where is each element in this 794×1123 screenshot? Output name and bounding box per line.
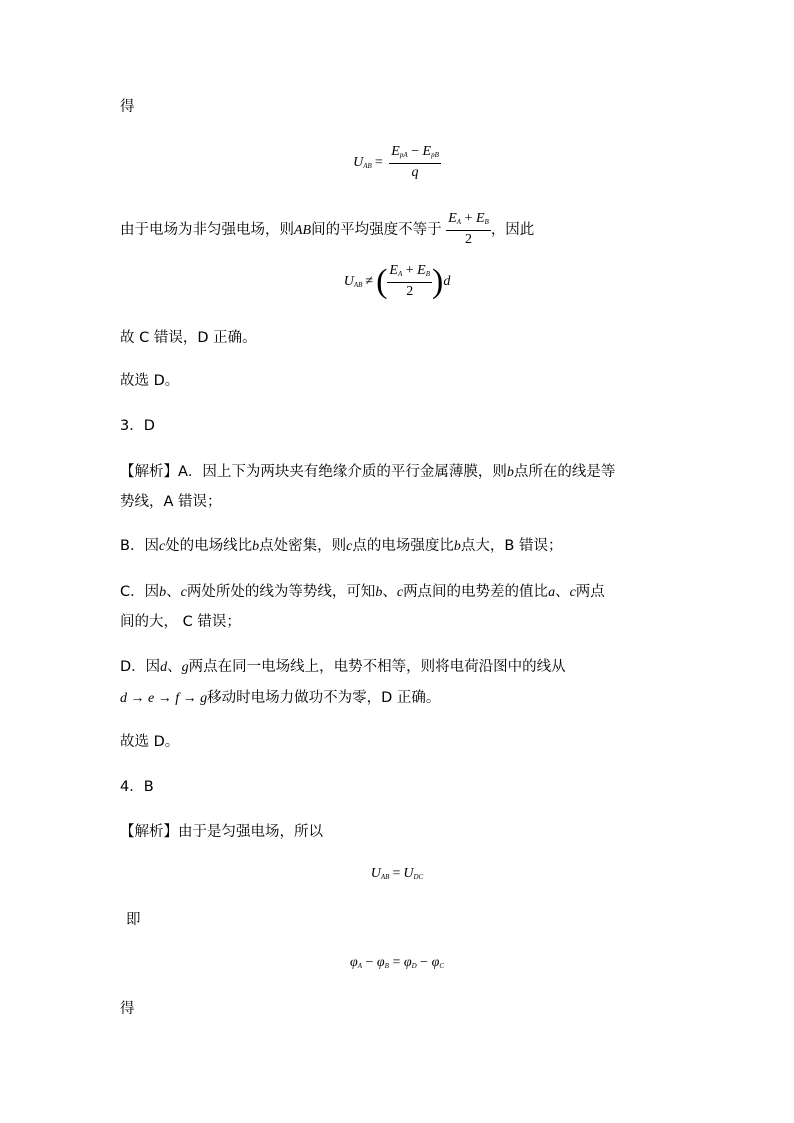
- fraction-average-field: $\frac{E_A + E_B}{2}$: [448, 211, 489, 247]
- equation-potential-difference: $\varphi_A - \varphi_B = \varphi_D - \varphi_C$: [349, 955, 444, 970]
- question-4-answer: 4．B: [120, 779, 154, 795]
- text-choose-d-1: 故选 D。: [120, 373, 180, 389]
- analysis-3-option-c: C．因b、c两处所处的线为等势线，可知b、c两点间的电势差的值比a、c两点: [120, 584, 605, 600]
- text-choose-d-2: 故选 D。: [120, 734, 180, 750]
- text-de-1: 得: [120, 99, 135, 115]
- question-3-answer: 3．D: [120, 418, 155, 434]
- analysis-3-option-d-cont: d → e → f → g移动时电场力做功不为零，D 正确。: [120, 690, 441, 706]
- text-de-2: 得: [120, 1001, 135, 1017]
- text-c-wrong-d-correct: 故 C 错误，D 正确。: [120, 330, 257, 346]
- analysis-3-option-b: B．因c处的电场线比b点处密集，则c点的电场强度比b点大，B 错误；: [120, 538, 563, 554]
- equation-uab-energy: $U_{AB}$ = $\frac{E_{pA} - E_{pB}}{q}$: [353, 144, 439, 180]
- analysis-3-option-c-cont: 间的大， C 错误；: [120, 614, 241, 630]
- text-nonuniform-field: 由于电场为非匀强电场，则AB间的平均强度不等于 $\frac{E_A + E_B}{2}$ ，因此: [120, 211, 535, 247]
- analysis-3-option-d: D．因d、g两点在同一电场线上，电势不相等，则将电荷沿图中的线从: [120, 659, 566, 675]
- equation-uab-udc: $U_{AB} = U_{DC}$: [370, 866, 424, 881]
- text-ji: 即: [126, 912, 141, 928]
- analysis-3-option-a: 【解析】A．因上下为两块夹有绝缘介质的平行金属薄膜，则b点所在的线是等: [120, 464, 616, 480]
- equation-uab-inequality: $U_{AB}$ ≠( $\frac{E_A + E_B}{2}$ )d: [343, 263, 451, 300]
- analysis-3-option-a-cont: 势线，A 错误；: [120, 494, 222, 510]
- analysis-4-intro: 【解析】由于是匀强电场，所以: [120, 824, 323, 840]
